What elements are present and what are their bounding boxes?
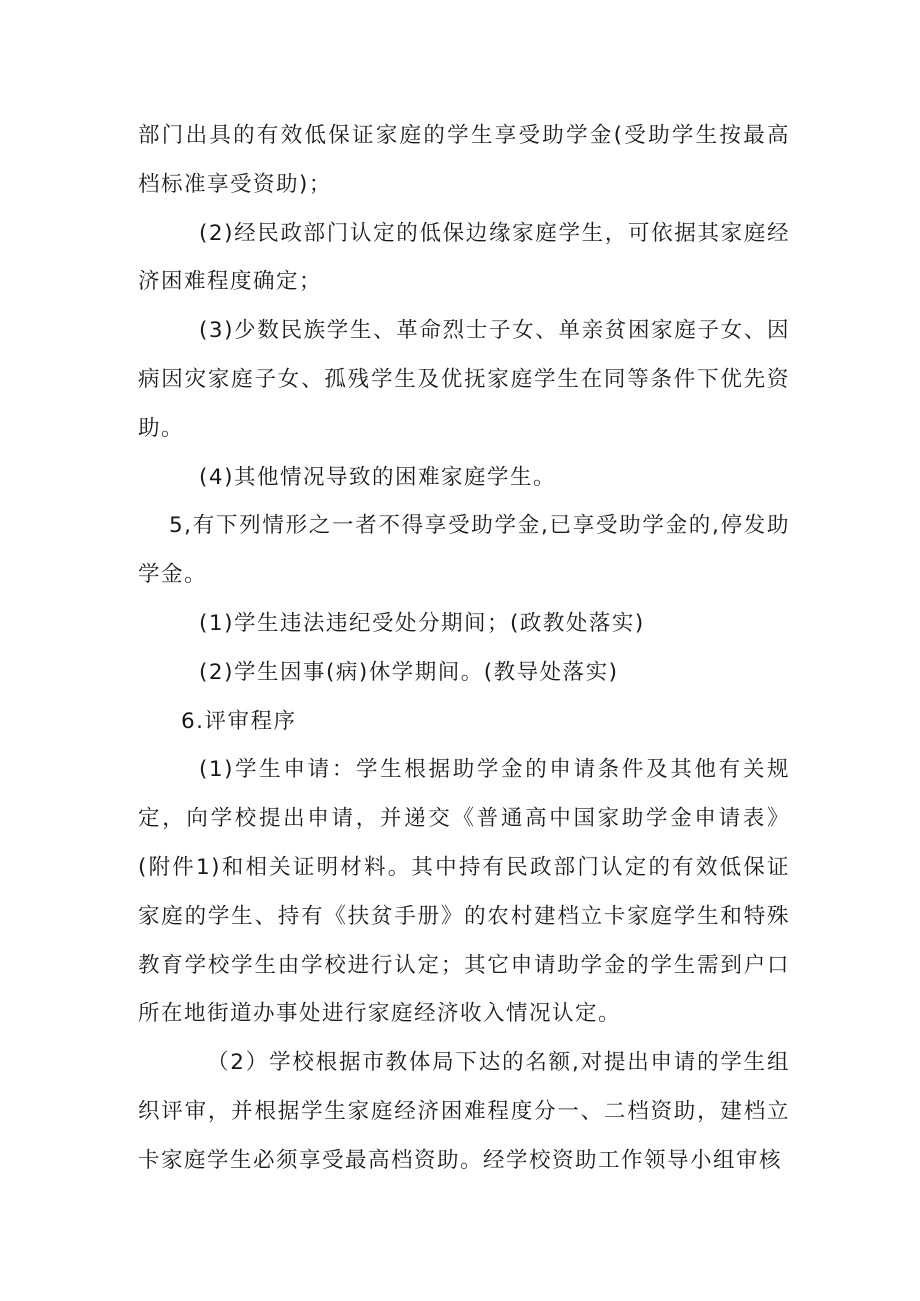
section-heading-6: 6.评审程序	[181, 708, 297, 734]
paragraph-section-5: 5,有下列情形之一者不得享受助学金,已享受助学金的,停发助学金。	[138, 513, 790, 588]
paragraph-item-6-1: (1)学生申请：学生根据助学金的申请条件及其他有关规定，向学校提出申请，并递交《普通高中国家助学金申请表》(附件1)和相关证明材料。其中持有民政部门认定的有效低保证家庭的学生、持有《扶贫手册》的农村建档立卡家庭学生和特殊教育学校学生由学校进行认定；其它申请助学金的学生需到户口所在地街道办事处进行家庭经济收入情况认定。	[138, 757, 790, 1027]
paragraph-item-6-2: （2）学校根据市教体局下达的名额,对提出申请的学生组织评审，并根据学生家庭经济困难程度分一、二档资助，建档立卡家庭学生必须享受最高档资助。经学校资助工作领导小组审核	[138, 1050, 790, 1173]
paragraph-item-5-1: (1)学生违法违纪受处分期间；(政教处落实)	[199, 610, 645, 636]
paragraph-item-2: (2)经民政部门认定的低保边缘家庭学生，可依据其家庭经济困难程度确定；	[138, 220, 790, 295]
paragraph-item-3: (3)少数民族学生、革命烈士子女、单亲贫困家庭子女、因病因灾家庭子女、孤残学生及优抚家庭学生在同等条件下优先资助。	[138, 318, 790, 441]
paragraph-item-4: (4)其他情况导致的困难家庭学生。	[199, 464, 556, 490]
paragraph-continuation: 部门出具的有效低保证家庭的学生享受助学金(受助学生按最高档标准享受资助)；	[138, 123, 790, 197]
paragraph-item-5-2: (2)学生因事(病)休学期间。(教导处落实)	[199, 659, 619, 685]
document-body	[138, 112, 790, 1186]
